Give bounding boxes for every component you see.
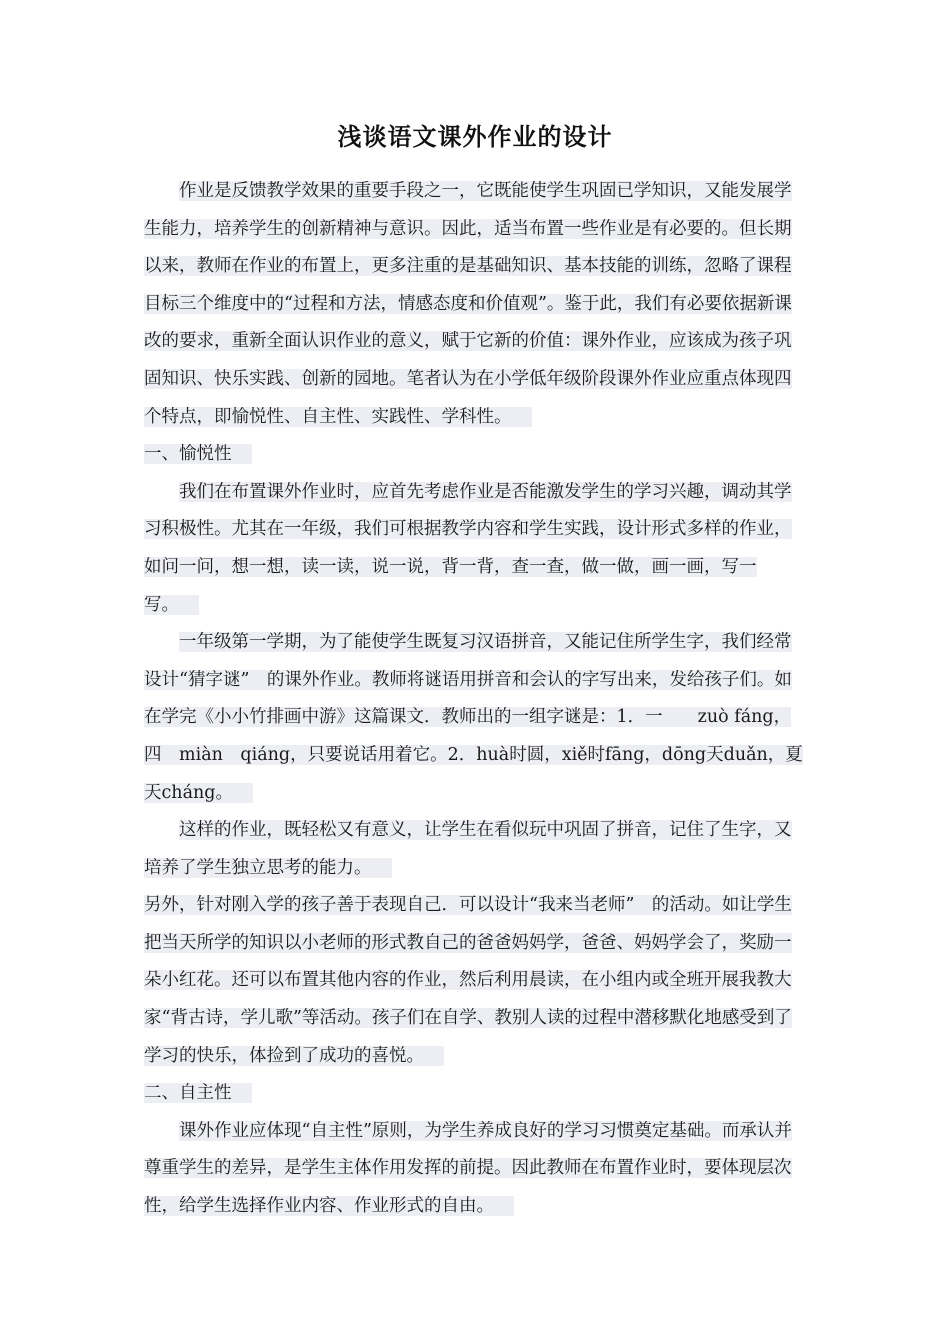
- paragraph-text: 另外，针对刚入学的孩子善于表现自己．可以设计“我来当老师” 的活动。如让学生把当天所学的知识以小老师的形式教自己的爸爸妈妈学，爸爸、妈妈学会了，奖励一朵小红花。还可以布置其他内容的作业，然后利用晨读，在小组内或全班开展我教大家“背古诗，学儿歌”等活动。孩子们在自学、教别人读的过程中潜移默化地感受到了学习的快乐，体捡到了成功的喜悦。: [144, 895, 792, 1066]
- paragraph-yuyue-2: [144, 624, 808, 812]
- section-heading-yuyue: [144, 436, 808, 474]
- paragraph-text: 一年级第一学期，为了能使学生既复习汉语拼音，又能记住所学生字，我们经常设计“猜字谜” 的课外作业。教师将谜语用拼音和会认的字写出来，发给孩子们。如在学完《小小竹排画中游》这篇课文．教师出的一组字谜是：1．一 zuò fáng，四 miàn qiáng，只要说话用着它。2．huà时圆，xiě时fāng，dōng天duǎn，夏天cháng。: [144, 632, 803, 803]
- paragraph-text: 这样的作业，既轻松又有意义，让学生在看似玩中巩固了拼音，记住了生字，又培养了学生独立思考的能力。: [144, 820, 792, 878]
- paragraph-yuyue-3: [144, 812, 808, 887]
- document-title: 浅谈语文课外作业的设计: [337, 122, 613, 151]
- paragraph-intro: [144, 173, 808, 436]
- paragraph-text: 课外作业应体现“自主性”原则，为学生养成良好的学习习惯奠定基础。而承认并尊重学生的差异，是学生主体作用发挥的前提。因此教师在布置作业时，要体现层次性，给学生选择作业内容、作业形式的自由。: [144, 1120, 792, 1217]
- heading-text: 一、愉悦性: [144, 444, 252, 464]
- paragraph-zizhu-1: [144, 1113, 808, 1226]
- document-body: [144, 173, 808, 1226]
- heading-text: 二、自主性: [144, 1083, 252, 1103]
- paragraph-text: 我们在布置课外作业时，应首先考虑作业是否能激发学生的学习兴趣，调动其学习积极性。尤其在一年级，我们可根据教学内容和学生实践，设计形式多样的作业，如问一问，想一想，读一读，说一说，背一背，查一查，做一做，画一画，写一写。: [144, 481, 792, 615]
- paragraph-yuyue-4: [144, 887, 808, 1075]
- paragraph-text: 作业是反馈教学效果的重要手段之一，它既能使学生巩固已学知识，又能发展学生能力，培养学生的创新精神与意识。因此，适当布置一些作业是有必要的。但长期以来，教师在作业的布置上，更多注重的是基础知识、基本技能的训练，忽略了课程目标三个维度中的“过程和方法，情感态度和价值观”。鉴于此，我们有必要依据新课改的要求，重新全面认识作业的意义，赋于它新的价值：课外作业，应该成为孩子巩固知识、快乐实践、创新的园地。笔者认为在小学低年级阶段课外作业应重点体现四个特点，即愉悦性、自主性、实践性、学科性。: [144, 181, 792, 427]
- paragraph-yuyue-1: [144, 474, 808, 624]
- section-heading-zizhu: [144, 1075, 808, 1113]
